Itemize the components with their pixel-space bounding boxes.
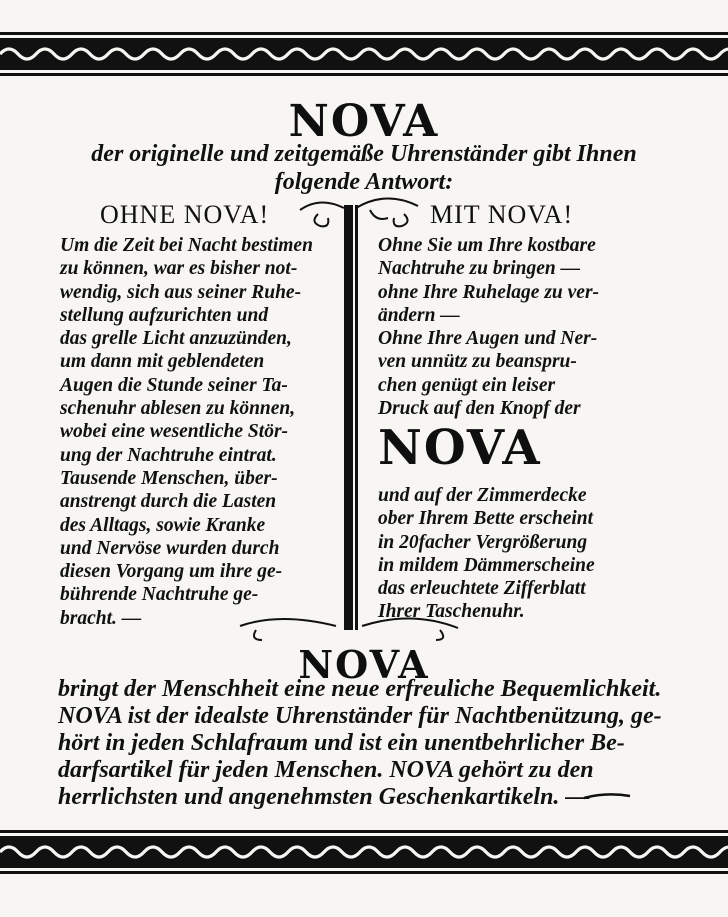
right-line: und auf der Zimmerdecke — [378, 485, 587, 506]
left-line: wobei eine wesentliche Stör- — [60, 421, 289, 443]
left-line: bührende Nachtruhe ge- — [60, 584, 259, 606]
right-line: in mildem Dämmerscheine — [378, 554, 595, 576]
right-line: Ohne Sie um Ihre kostbare — [378, 235, 596, 256]
left-line: schenuhr ablesen zu können, — [60, 398, 296, 420]
closing-line: herrlichsten und angenehmsten Geschenkartikeln. — — [58, 784, 590, 810]
left-line: und Nervöse wurden durch — [60, 537, 280, 559]
left-column-text — [60, 234, 330, 630]
right-column-text-top — [378, 234, 678, 420]
right-line: Ohne Ihre Augen und Ner- — [378, 328, 598, 350]
nova-brand-middle: NOVA — [378, 420, 542, 476]
left-line: zu können, war es bisher not- — [60, 258, 298, 280]
right-line: ändern — — [378, 304, 460, 326]
left-line: um dann mit geblendeten — [60, 351, 265, 373]
right-line: ven unnütz zu beanspru- — [378, 351, 577, 373]
left-line: ung der Nachtruhe eintrat. — [60, 444, 277, 466]
left-line: Augen die Stunde seiner Ta- — [60, 374, 288, 396]
left-line: bracht. — — [60, 607, 142, 629]
closing-line: darfsartikel für jeden Menschen. NOVA gehört zu den — [58, 757, 594, 783]
left-line: Um die Zeit bei Nacht bestimen — [60, 235, 313, 256]
nova-title-top: NOVA — [288, 96, 440, 147]
right-line: Nachtruhe zu bringen — — [378, 258, 581, 280]
right-line: das erleuchtete Zifferblatt — [378, 578, 586, 600]
left-column-heading: OHNE NOVA! — [100, 200, 270, 229]
closing-paragraph — [58, 676, 688, 811]
right-column-heading: MIT NOVA! — [430, 200, 574, 229]
intro-line: der originelle und zeitgemäße Uhrenständer gibt Ihnen — [91, 141, 637, 167]
left-line: diesen Vorgang um ihre ge- — [60, 561, 283, 583]
closing-line: bringt der Menschheit eine neue erfreuliche Bequemlichkeit. — [58, 676, 662, 702]
right-line: in 20facher Vergrößerung — [378, 531, 588, 553]
closing-line: NOVA ist der idealste Uhrenständer für Nachtbenützung, ge- — [58, 703, 662, 729]
right-line: chen genügt ein leiser — [378, 374, 556, 396]
closing-line: hört in jeden Schlafraum und ist ein unentbehrlicher Be- — [58, 730, 625, 756]
right-column-text-bottom — [378, 484, 678, 624]
right-line: ober Ihrem Bette erscheint — [378, 508, 594, 530]
intro-text — [40, 140, 688, 196]
intro-line: folgende Antwort: — [274, 169, 454, 195]
left-line: wendig, sich aus seiner Ruhe- — [60, 281, 302, 303]
left-line: Tausende Menschen, über- — [60, 467, 278, 489]
right-line: Ihrer Taschenuhr. — [378, 601, 525, 623]
right-line: ohne Ihre Ruhelage zu ver- — [378, 281, 600, 303]
right-line: Druck auf den Knopf der — [378, 398, 581, 420]
left-line: des Alltags, sowie Kranke — [60, 514, 266, 536]
left-line: stellung aufzurichten und — [60, 304, 269, 326]
nova-title-bottom: NOVA — [298, 642, 430, 687]
left-line: das grelle Licht anzuzünden, — [60, 328, 292, 350]
left-line: anstrengt durch die Lasten — [60, 491, 277, 513]
